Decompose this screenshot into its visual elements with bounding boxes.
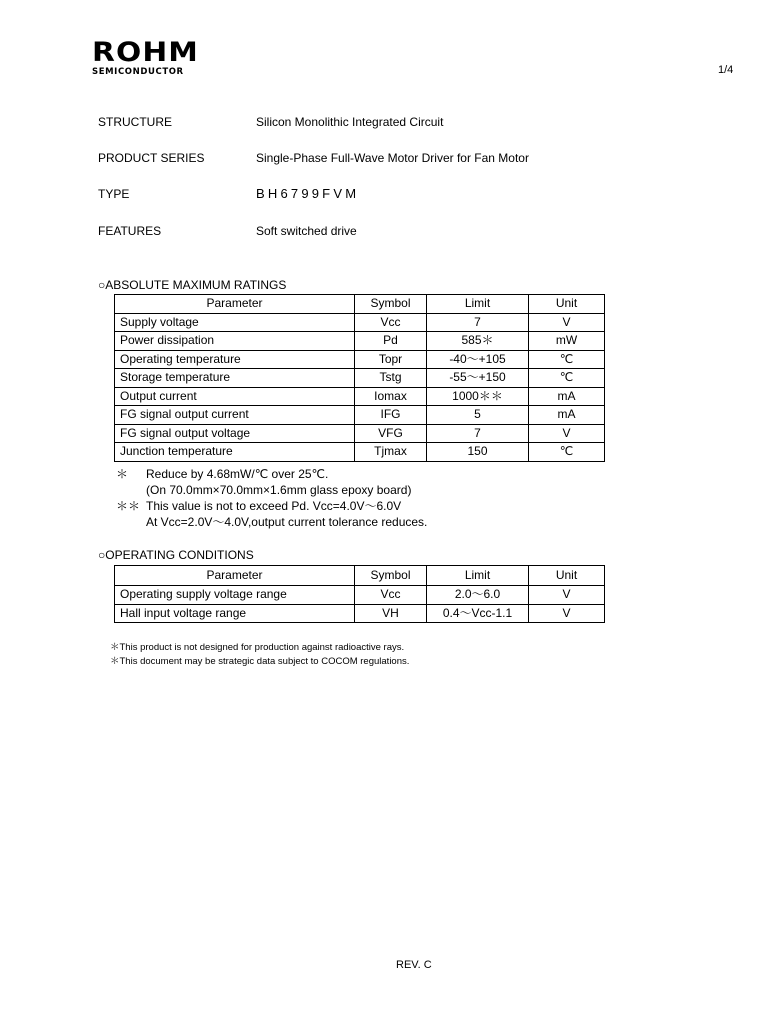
limit-cell: -40～+105 [427,350,529,369]
note-mark: ＊＊ [116,499,141,513]
limit-cell: 5 [427,406,529,425]
table-row [115,387,605,406]
structure-label: STRUCTURE [98,115,172,129]
table-row [115,332,605,351]
op-cond-title: ○OPERATING CONDITIONS [98,548,254,562]
logo-main-text: ROHM [92,37,199,68]
parameter-cell: Storage temperature [115,369,355,388]
symbol-cell: Pd [355,332,427,351]
revision-label: REV. C [396,959,432,971]
note-text: This value is not to exceed Pd. Vcc=4.0V～6.0V [146,499,402,513]
limit-cell: 7 [427,313,529,332]
limit-cell: -55～+150 [427,369,529,388]
note-mark [116,514,146,530]
table-row [115,604,605,623]
unit-cell: V [529,586,605,605]
limit-cell: 150 [427,443,529,462]
parameter-cell: Operating temperature [115,350,355,369]
note-line [116,498,427,514]
page-number: 1/4 [718,64,734,76]
table-header-row [115,566,605,586]
product-series-label: PRODUCT SERIES [98,151,205,165]
parameter-cell: FG signal output current [115,406,355,425]
unit-cell: ℃ [529,443,605,462]
parameter-cell: Junction temperature [115,443,355,462]
note-line [116,482,427,498]
structure-value: Silicon Monolithic Integrated Circuit [256,115,444,129]
table-row [115,406,605,425]
symbol-cell: Vcc [355,313,427,332]
logo-sub-text: SEMICONDUCTOR [92,67,184,77]
table-row [115,350,605,369]
table-row [115,369,605,388]
disclaimer-line: ＊This product is not designed for production against radioactive rays. [110,642,405,653]
parameter-cell: Operating supply voltage range [115,586,355,605]
features-label: FEATURES [98,224,162,238]
limit-cell: 0.4～Vcc-1.1 [427,604,529,623]
symbol-cell: Vcc [355,586,427,605]
symbol-cell: VH [355,604,427,623]
unit-cell: ℃ [529,350,605,369]
symbol-cell: VFG [355,424,427,443]
parameter-cell: Output current [115,387,355,406]
header-cell: Unit [529,295,605,314]
features-value: Soft switched drive [256,224,357,238]
disclaimer-line: ＊This document may be strategic data subject to COCOM regulations. [110,656,410,667]
unit-cell: mA [529,387,605,406]
product-series-value: Single-Phase Full-Wave Motor Driver for Fan Motor [256,151,529,165]
parameter-cell: Hall input voltage range [115,604,355,623]
note-text: At Vcc=2.0V～4.0V,output current tolerance reduces. [146,515,428,529]
note-text: Reduce by 4.68mW/℃ over 25℃. [146,467,329,481]
note-line [116,514,427,530]
note-text: (On 70.0mm×70.0mm×1.6mm glass epoxy board) [146,483,412,497]
limit-cell: 585＊ [427,332,529,351]
note-mark: ＊ [116,467,129,481]
disclaimers [110,641,409,669]
limit-cell: 7 [427,424,529,443]
unit-cell: V [529,604,605,623]
unit-cell: V [529,424,605,443]
header-cell: Unit [529,566,605,586]
parameter-cell: FG signal output voltage [115,424,355,443]
header-cell: Parameter [115,295,355,314]
rohm-logo [92,37,199,77]
header-cell: Parameter [115,566,355,586]
parameter-cell: Supply voltage [115,313,355,332]
limit-cell: 1000＊＊ [427,387,529,406]
table-header-row [115,295,605,314]
parameter-cell: Power dissipation [115,332,355,351]
header-cell: Limit [427,295,529,314]
note-line [116,466,427,482]
abs-max-table [114,294,605,462]
symbol-cell: Topr [355,350,427,369]
header-cell: Symbol [355,295,427,314]
table-row [115,424,605,443]
unit-cell: mA [529,406,605,425]
note-mark [116,482,146,498]
symbol-cell: Tjmax [355,443,427,462]
type-label: TYPE [98,187,130,201]
abs-max-notes [116,466,427,530]
symbol-cell: Tstg [355,369,427,388]
unit-cell: V [529,313,605,332]
symbol-cell: Iomax [355,387,427,406]
unit-cell: ℃ [529,369,605,388]
type-value: BH6799FVM [256,186,360,201]
limit-cell: 2.0～6.0 [427,586,529,605]
symbol-cell: IFG [355,406,427,425]
unit-cell: mW [529,332,605,351]
table-row [115,313,605,332]
abs-max-title: ○ABSOLUTE MAXIMUM RATINGS [98,278,287,292]
op-cond-table [114,565,605,623]
header-cell: Symbol [355,566,427,586]
table-row [115,443,605,462]
header-cell: Limit [427,566,529,586]
table-row [115,586,605,605]
